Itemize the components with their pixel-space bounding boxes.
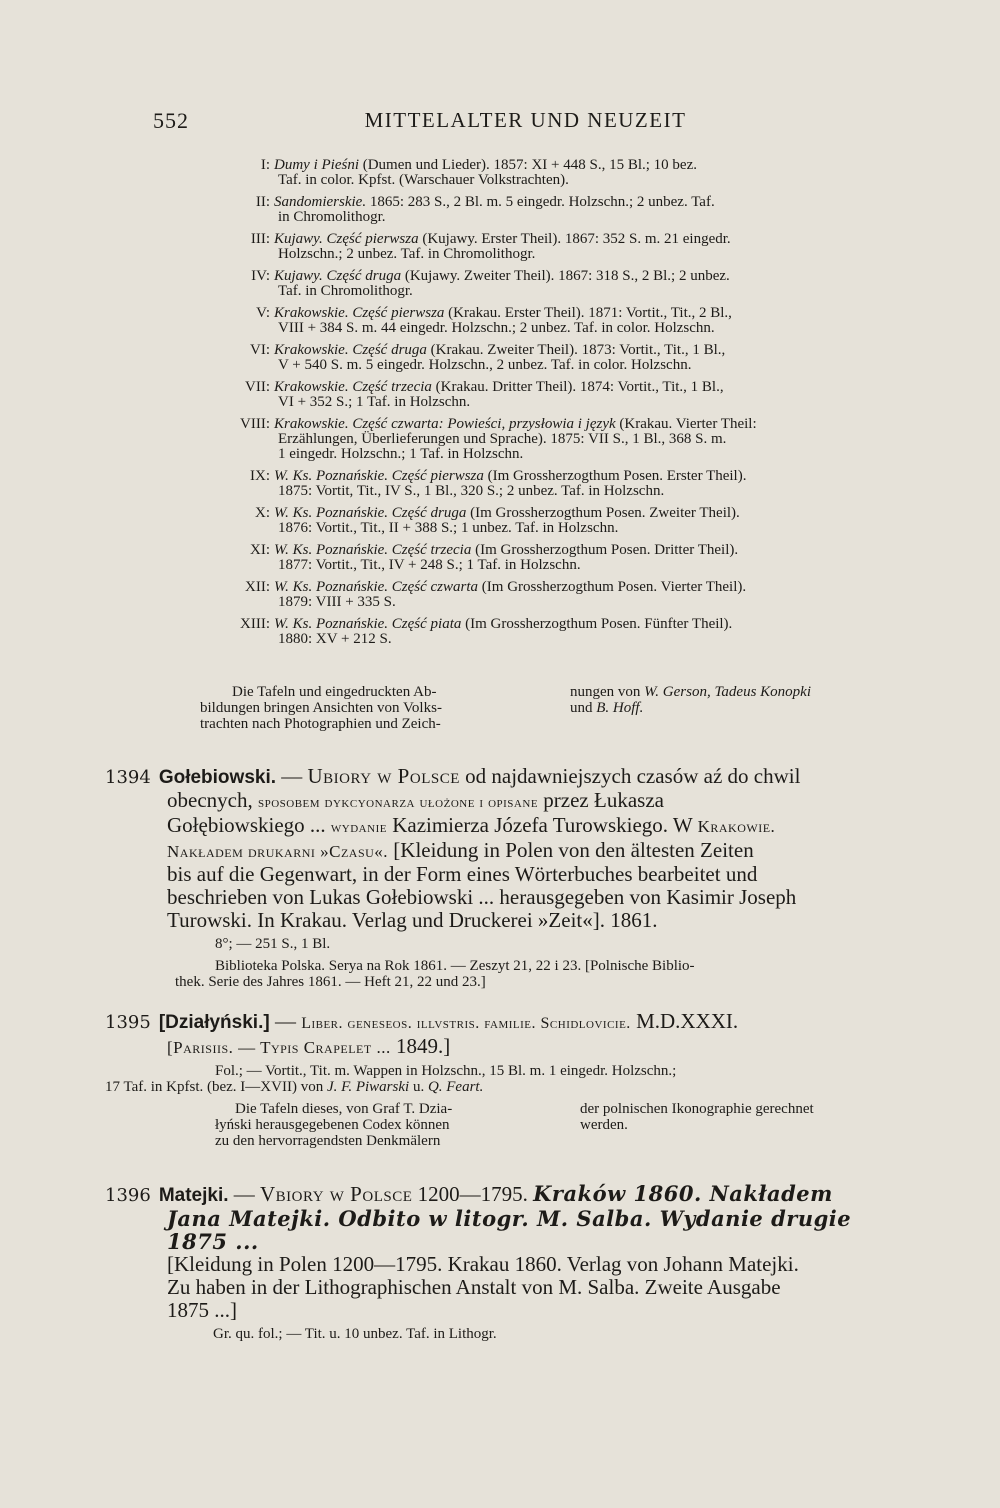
entry-line xyxy=(105,839,900,863)
volume-continuation: in Chromolithogr. xyxy=(278,209,386,225)
format-line xyxy=(105,1079,900,1095)
entry-line xyxy=(105,789,900,814)
page-number: 552 xyxy=(153,108,189,133)
volume-entry xyxy=(200,417,900,462)
entry-title: sposobem dykcyonarza ułożone i opisane xyxy=(257,794,539,811)
entry-line xyxy=(105,1182,900,1207)
volume-continuation: 1880: XV + 212 S. xyxy=(278,631,392,647)
volume-entry xyxy=(200,195,900,225)
volume-continuation: V + 540 S. m. 5 eingedr. Holzschn., 2 unbez. Taf. in color. Holzschn. xyxy=(278,357,692,373)
volume-continuation: 1876: Vortit., Tit., II + 388 S.; 1 unbez. Taf. in Holzschn. xyxy=(278,520,619,536)
entry-text: 1849.] xyxy=(390,1034,451,1058)
volume-text xyxy=(274,195,900,225)
entry-text: — xyxy=(276,764,308,788)
note-text: nungen von xyxy=(570,684,645,700)
volume-text xyxy=(274,417,900,462)
engraver-name: J. F. Piwarski xyxy=(326,1079,410,1095)
entry-blackletter: Kraków 1860. Nakładem xyxy=(533,1181,833,1206)
entry-series xyxy=(105,958,900,990)
entry-text: [Kleidung in Polen von den ältesten Zeiten xyxy=(388,838,754,862)
entry-text: — xyxy=(228,1182,261,1206)
volume-entry xyxy=(200,469,900,499)
volume-entry xyxy=(200,380,900,410)
entry-text: M.D.XXXI. xyxy=(630,1009,739,1033)
volume-list xyxy=(200,158,900,654)
entry-title: [Parisiis. — Typis Crapelet ... xyxy=(167,1038,391,1057)
page-header xyxy=(153,108,898,138)
engraver-name: Q. Feart. xyxy=(427,1079,484,1095)
volume-details: (Krakau. Zweiter Theil). 1873: Vortit., Tit., 1 Bl., xyxy=(426,342,726,358)
entry-format: 8°; — 251 S., 1 Bl. xyxy=(215,936,331,952)
entry-line xyxy=(105,1010,900,1035)
note-line xyxy=(570,684,900,700)
entry-line: 1875 ...] xyxy=(167,1298,237,1322)
volume-details: (Krakau. Erster Theil). 1871: Vortit., Tit., 2 Bl., xyxy=(444,305,732,321)
entry-line: beschrieben von Lukas Gołebiowski ... herausgegeben von Kasimir Joseph xyxy=(167,885,797,909)
volume-title: Kujawy. Część pierwsza xyxy=(274,231,419,247)
volume-continuation: VIII + 384 S. m. 44 eingedr. Holzschn.; 2 unbez. Taf. in color. Holzschn. xyxy=(278,320,715,336)
volume-details: (Kujawy. Erster Theil). 1867: 352 S. m. 21 eingedr. xyxy=(418,231,731,247)
volume-text xyxy=(274,343,900,373)
volume-number: IV: xyxy=(251,268,270,284)
volume-title: Kujawy. Część druga xyxy=(274,268,402,284)
volume-details: (Dumen und Lieder). 1857: XI + 448 S., 15 Bl.; 10 bez. xyxy=(358,157,697,173)
volume-entry xyxy=(200,617,900,647)
format-text: 17 Taf. in Kpfst. (bez. I—XVII) von xyxy=(105,1079,327,1095)
entry-title: wydanie xyxy=(330,819,387,836)
entry-author: Gołebiowski. xyxy=(158,767,277,788)
volume-title: Krakowskie. Część druga xyxy=(274,342,427,358)
volume-details: 1865: 283 S., 2 Bl. m. 5 eingedr. Holzschn.; 2 unbez. Taf. xyxy=(366,194,715,210)
volume-details: (Im Grossherzogthum Posen. Fünfter Theil). xyxy=(461,616,733,632)
volume-entry xyxy=(200,158,900,188)
volume-number: I: xyxy=(260,157,270,173)
entry-text: od najdawniejszych czasów aź do chwil xyxy=(459,764,801,788)
note-right xyxy=(555,1101,900,1149)
volume-number: X: xyxy=(255,505,270,521)
volume-number: XIII: xyxy=(240,616,270,632)
volume-details: (Im Grossherzogthum Posen. Erster Theil). xyxy=(483,468,747,484)
entry-line: Jana Matejki. Odbito w litogr. M. Salba. Wydanie drugie 1875 ... xyxy=(167,1206,852,1254)
volume-continuation: 1877: Vortit., Tit., IV + 248 S.; 1 Taf. in Holzschn. xyxy=(278,557,581,573)
volume-continuation: Taf. in color. Kpfst. (Warschauer Volkstrachten). xyxy=(278,172,569,188)
volume-text xyxy=(274,158,900,188)
format-text: u. xyxy=(409,1079,428,1095)
plates-note-right xyxy=(570,684,900,716)
volume-details: (Im Grossherzogthum Posen. Zweiter Theil). xyxy=(466,505,740,521)
volume-text xyxy=(274,617,900,647)
volume-entry xyxy=(200,343,900,373)
volume-title: Krakowskie. Część czwarta: Powieści, przysłowia i język xyxy=(274,416,616,432)
note-text: und xyxy=(570,700,597,716)
note-line: werden. xyxy=(580,1117,628,1133)
volume-details: (Krakau. Dritter Theil). 1874: Vortit., Tit., 1 Bl., xyxy=(431,379,724,395)
volume-title: Sandomierskie. xyxy=(274,194,367,210)
entry-line: Turowski. In Krakau. Verlag und Druckerei »Zeit«]. 1861. xyxy=(167,908,658,932)
volume-number: XII: xyxy=(245,579,270,595)
series-line: thek. Serie des Jahres 1861. — Heft 21, 22 und 23.] xyxy=(175,974,486,990)
volume-continuation: 1875: Vortit, Tit., IV S., 1 Bl., 320 S.; 2 unbez. Taf. in Holzschn. xyxy=(278,483,665,499)
volume-number: XI: xyxy=(250,542,270,558)
volume-title: Krakowskie. Część pierwsza xyxy=(274,305,445,321)
note-line: Die Tafeln und eingedruckten Ab- xyxy=(232,684,437,700)
entry-text: przez Łukasza xyxy=(538,788,664,812)
note-names: W. Gerson, Tadeus Konopki xyxy=(644,684,811,700)
note-line: Die Tafeln dieses, von Graf T. Dzia- xyxy=(235,1101,453,1117)
plates-note-left xyxy=(200,684,540,732)
volume-text xyxy=(274,269,900,299)
format-line: Fol.; — Vortit., Tit. m. Wappen in Holzschn., 15 Bl. m. 1 eingedr. Holzschn.; xyxy=(215,1063,677,1079)
entry-number: 1396 xyxy=(105,1185,151,1206)
note-names: B. Hoff. xyxy=(596,700,644,716)
entry-title: Vbiory w Polsce xyxy=(260,1182,413,1206)
volume-text xyxy=(274,232,900,262)
entry-title: Nakładem drukarni »Czasu«. xyxy=(167,842,389,861)
entry-text: Kazimierza Józefa Turowskiego. W xyxy=(386,813,698,837)
entry-format: Gr. qu. fol.; — Tit. u. 10 unbez. Taf. in Lithogr. xyxy=(213,1326,497,1342)
entry-line: bis auf die Gegenwart, in der Form eines Wörterbuches bearbeitet und xyxy=(167,862,758,886)
volume-number: IX: xyxy=(250,468,270,484)
entry-line xyxy=(105,1035,900,1059)
note-left xyxy=(105,1101,555,1149)
running-head: MITTELALTER UND NEUZEIT xyxy=(364,108,687,132)
volume-text xyxy=(274,580,900,610)
volume-entry xyxy=(200,306,900,336)
entry-format xyxy=(105,1063,900,1095)
note-line: zu den hervorragendsten Denkmälern xyxy=(215,1133,441,1149)
volume-number: VIII: xyxy=(240,416,270,432)
volume-details: (Im Grossherzogthum Posen. Vierter Theil). xyxy=(478,579,747,595)
volume-entry xyxy=(200,580,900,610)
volume-continuation: Taf. in Chromolithogr. xyxy=(278,283,413,299)
note-line: łyński herausgegebenen Codex können xyxy=(215,1117,450,1133)
entry-title: Ubiory w Polsce xyxy=(307,764,460,788)
volume-text xyxy=(274,543,900,573)
volume-continuation: 1 eingedr. Holzschn.; 1 Taf. in Holzschn. xyxy=(278,446,524,462)
entry-line xyxy=(105,814,900,839)
entry-1396 xyxy=(105,1182,900,1342)
entry-author: Matejki. xyxy=(158,1185,229,1206)
volume-details: (Kujawy. Zweiter Theil). 1867: 318 S., 2 Bl.; 2 unbez. xyxy=(401,268,730,284)
entry-text: Gołębiowskiego ... xyxy=(167,813,331,837)
entry-1394 xyxy=(105,765,900,990)
note-line: trachten nach Photographien und Zeich- xyxy=(200,716,441,732)
note-line: bildungen bringen Ansichten von Volks- xyxy=(200,700,442,716)
volume-entry xyxy=(200,269,900,299)
volume-title: Dumy i Pieśni xyxy=(274,157,359,173)
entry-line xyxy=(105,765,900,789)
volume-continuation: 1879: VIII + 335 S. xyxy=(278,594,396,610)
volume-text xyxy=(274,380,900,410)
entry-text: obecnych, xyxy=(167,788,258,812)
note-line xyxy=(570,700,900,716)
volume-entry xyxy=(200,543,900,573)
volume-number: II: xyxy=(255,194,270,210)
volume-title: W. Ks. Poznańskie. Część pierwsza xyxy=(274,468,484,484)
volume-continuation: Erzählungen, Überlieferungen und Sprache). 1875: VII S., 1 Bl., 368 S. m. xyxy=(278,431,727,447)
volume-number: VII: xyxy=(245,379,270,395)
volume-details: (Im Grossherzogthum Posen. Dritter Theil). xyxy=(471,542,739,558)
volume-number: VI: xyxy=(250,342,270,358)
volume-number: V: xyxy=(256,305,270,321)
entry-author: [Działyński.] xyxy=(158,1012,270,1033)
entry-line: [Kleidung in Polen 1200—1795. Krakau 1860. Verlag von Johann Matejki. xyxy=(167,1252,799,1276)
volume-entry xyxy=(200,232,900,262)
volume-number: III: xyxy=(250,231,270,247)
entry-text: — xyxy=(269,1009,302,1033)
volume-continuation: VI + 352 S.; 1 Taf. in Holzschn. xyxy=(278,394,471,410)
volume-title: W. Ks. Poznańskie. Część czwarta xyxy=(274,579,479,595)
volume-title: W. Ks. Poznańskie. Część druga xyxy=(274,505,467,521)
volume-title: W. Ks. Poznańskie. Część piata xyxy=(274,616,462,632)
entry-line: Zu haben in der Lithographischen Anstalt von M. Salba. Zweite Ausgabe xyxy=(167,1275,781,1299)
volume-title: W. Ks. Poznańskie. Część trzecia xyxy=(274,542,472,558)
entry-number: 1395 xyxy=(105,1012,151,1033)
volume-entry xyxy=(200,506,900,536)
volume-continuation: Holzschn.; 2 unbez. Taf. in Chromolithogr. xyxy=(278,246,536,262)
entry-note xyxy=(105,1101,900,1149)
entry-1395 xyxy=(105,1010,900,1149)
note-line: der polnischen Ikonographie gerechnet xyxy=(580,1101,814,1117)
volume-title: Krakowskie. Część trzecia xyxy=(274,379,432,395)
entry-title: Krakowie. xyxy=(697,817,776,836)
entry-number: 1394 xyxy=(105,767,151,788)
entry-title: Liber. geneseos. illvstris. familie. Schidlovicie. xyxy=(301,1015,631,1032)
volume-text xyxy=(274,306,900,336)
volume-text xyxy=(274,469,900,499)
volume-details: (Krakau. Vierter Theil: xyxy=(615,416,757,432)
series-line: Biblioteka Polska. Serya na Rok 1861. — Zeszyt 21, 22 i 23. [Polnische Biblio- xyxy=(215,958,695,974)
volume-text xyxy=(274,506,900,536)
entry-text: 1200—1795. xyxy=(412,1182,534,1206)
